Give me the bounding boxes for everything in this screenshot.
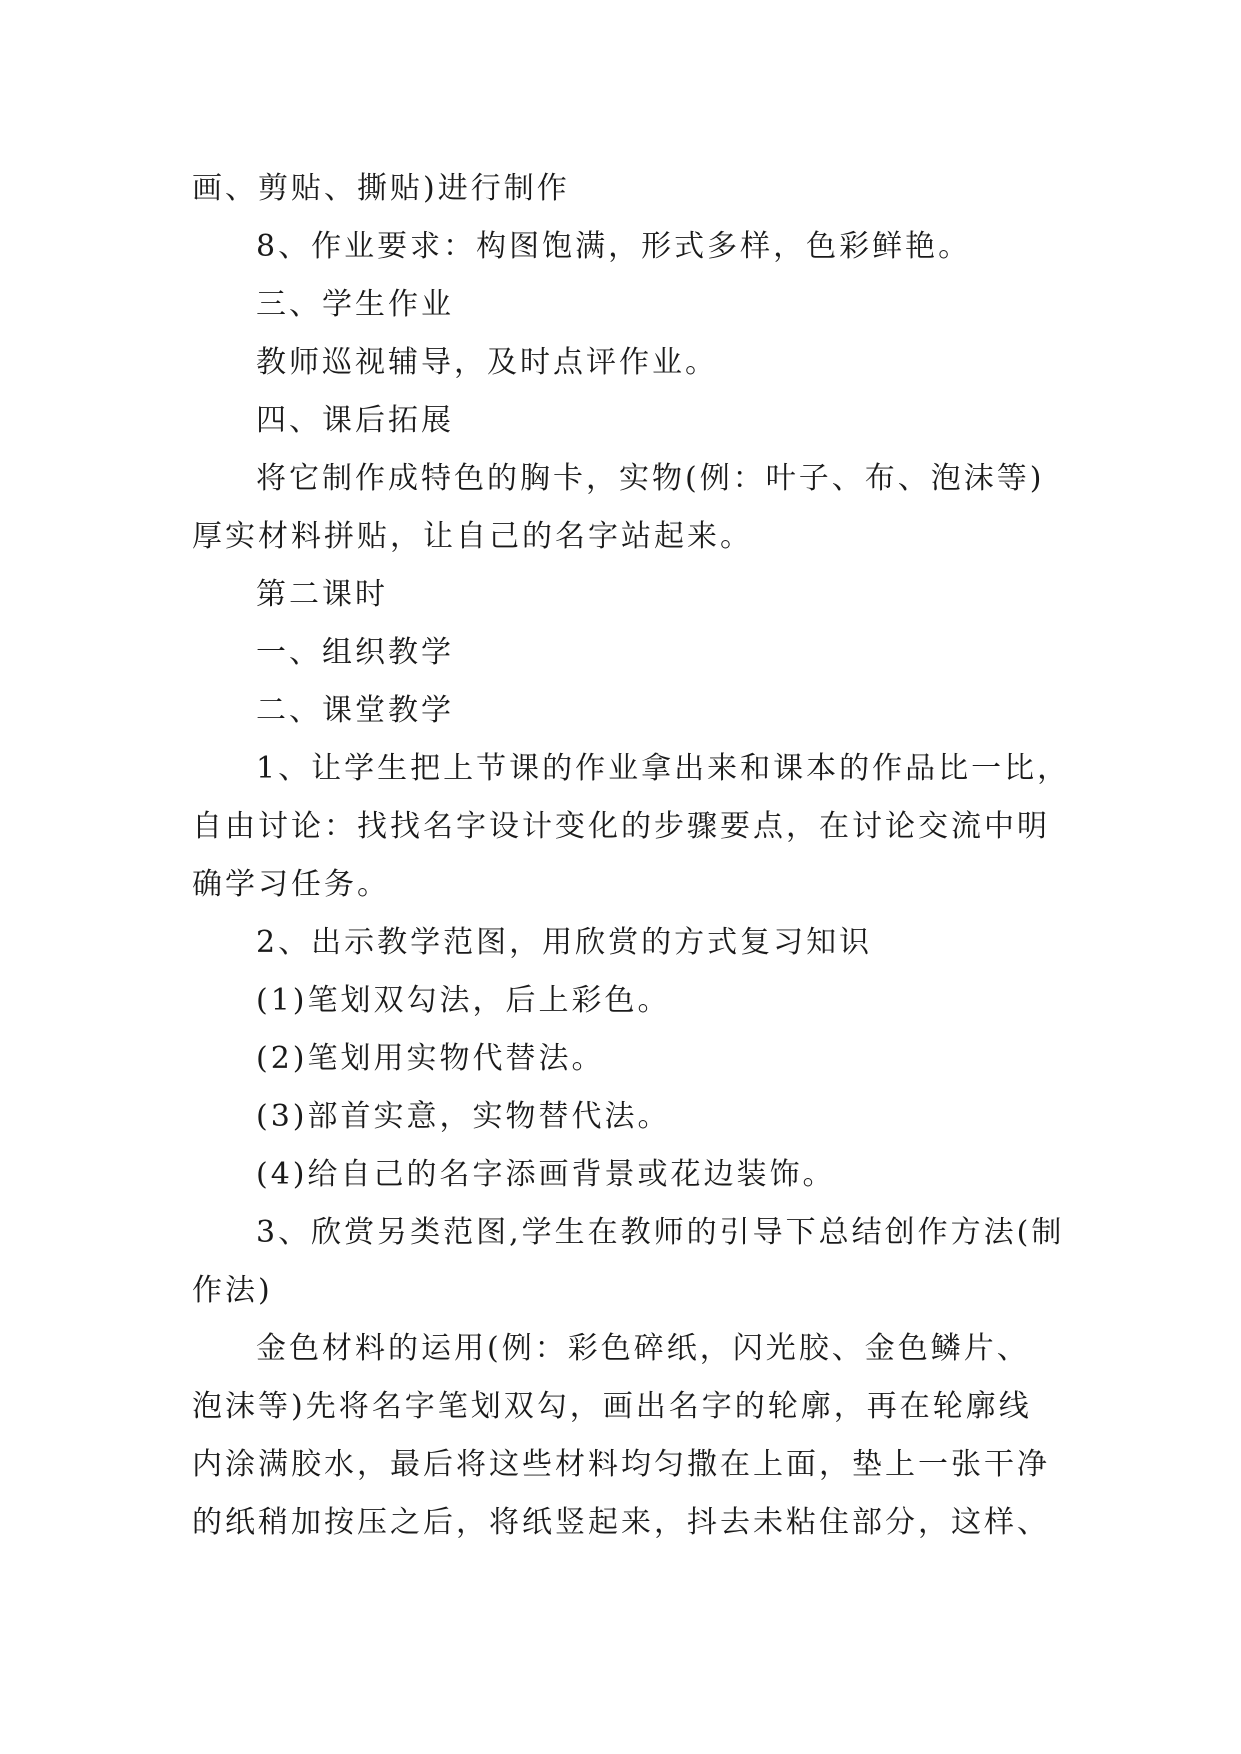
list-item: (4)给自己的名字添画背景或花边装饰。 (256, 1157, 836, 1192)
section-heading: 三、学生作业 (256, 287, 454, 322)
text-line: 泡沫等)先将名字笔划双勾，画出名字的轮廓，再在轮廓线 (192, 1389, 1032, 1424)
section-heading: 一、组织教学 (256, 635, 454, 670)
text-line: 内涂满胶水，最后将这些材料均匀撒在上面，垫上一张干净 (192, 1447, 1050, 1482)
text-line: 2、出示教学范图，用欣赏的方式复习知识 (256, 925, 873, 960)
list-item: (1)笔划双勾法，后上彩色。 (256, 983, 671, 1018)
text-line: 的纸稍加按压之后，将纸竖起来，抖去未粘住部分，这样、 (192, 1505, 1050, 1540)
text-line: 确学习任务。 (192, 867, 390, 902)
text-line: 1、让学生把上节课的作业拿出来和课本的作品比一比， (256, 751, 1071, 786)
lesson-heading: 第二课时 (256, 577, 388, 612)
text-line: 画、剪贴、撕贴)进行制作 (192, 171, 570, 206)
text-line: 金色材料的运用(例：彩色碎纸，闪光胶、金色鳞片、 (256, 1331, 1030, 1366)
list-item: (3)部首实意，实物替代法。 (256, 1099, 671, 1134)
text-line: 厚实材料拼贴，让自己的名字站起来。 (192, 519, 753, 554)
document-body (192, 160, 1072, 1552)
text-line: 3、欣赏另类范图,学生在教师的引导下总结创作方法(制 (256, 1215, 1065, 1250)
text-line: 8、作业要求：构图饱满，形式多样，色彩鲜艳。 (256, 229, 972, 264)
list-item: (2)笔划用实物代替法。 (256, 1041, 605, 1076)
text-line: 自由讨论：找找名字设计变化的步骤要点，在讨论交流中明 (192, 809, 1050, 844)
text-line: 将它制作成特色的胸卡，实物(例：叶子、布、泡沫等) (256, 461, 1045, 496)
section-heading: 二、课堂教学 (256, 693, 454, 728)
section-heading: 四、课后拓展 (256, 403, 454, 438)
text-line: 教师巡视辅导，及时点评作业。 (256, 345, 718, 380)
text-line: 作法) (192, 1273, 273, 1308)
